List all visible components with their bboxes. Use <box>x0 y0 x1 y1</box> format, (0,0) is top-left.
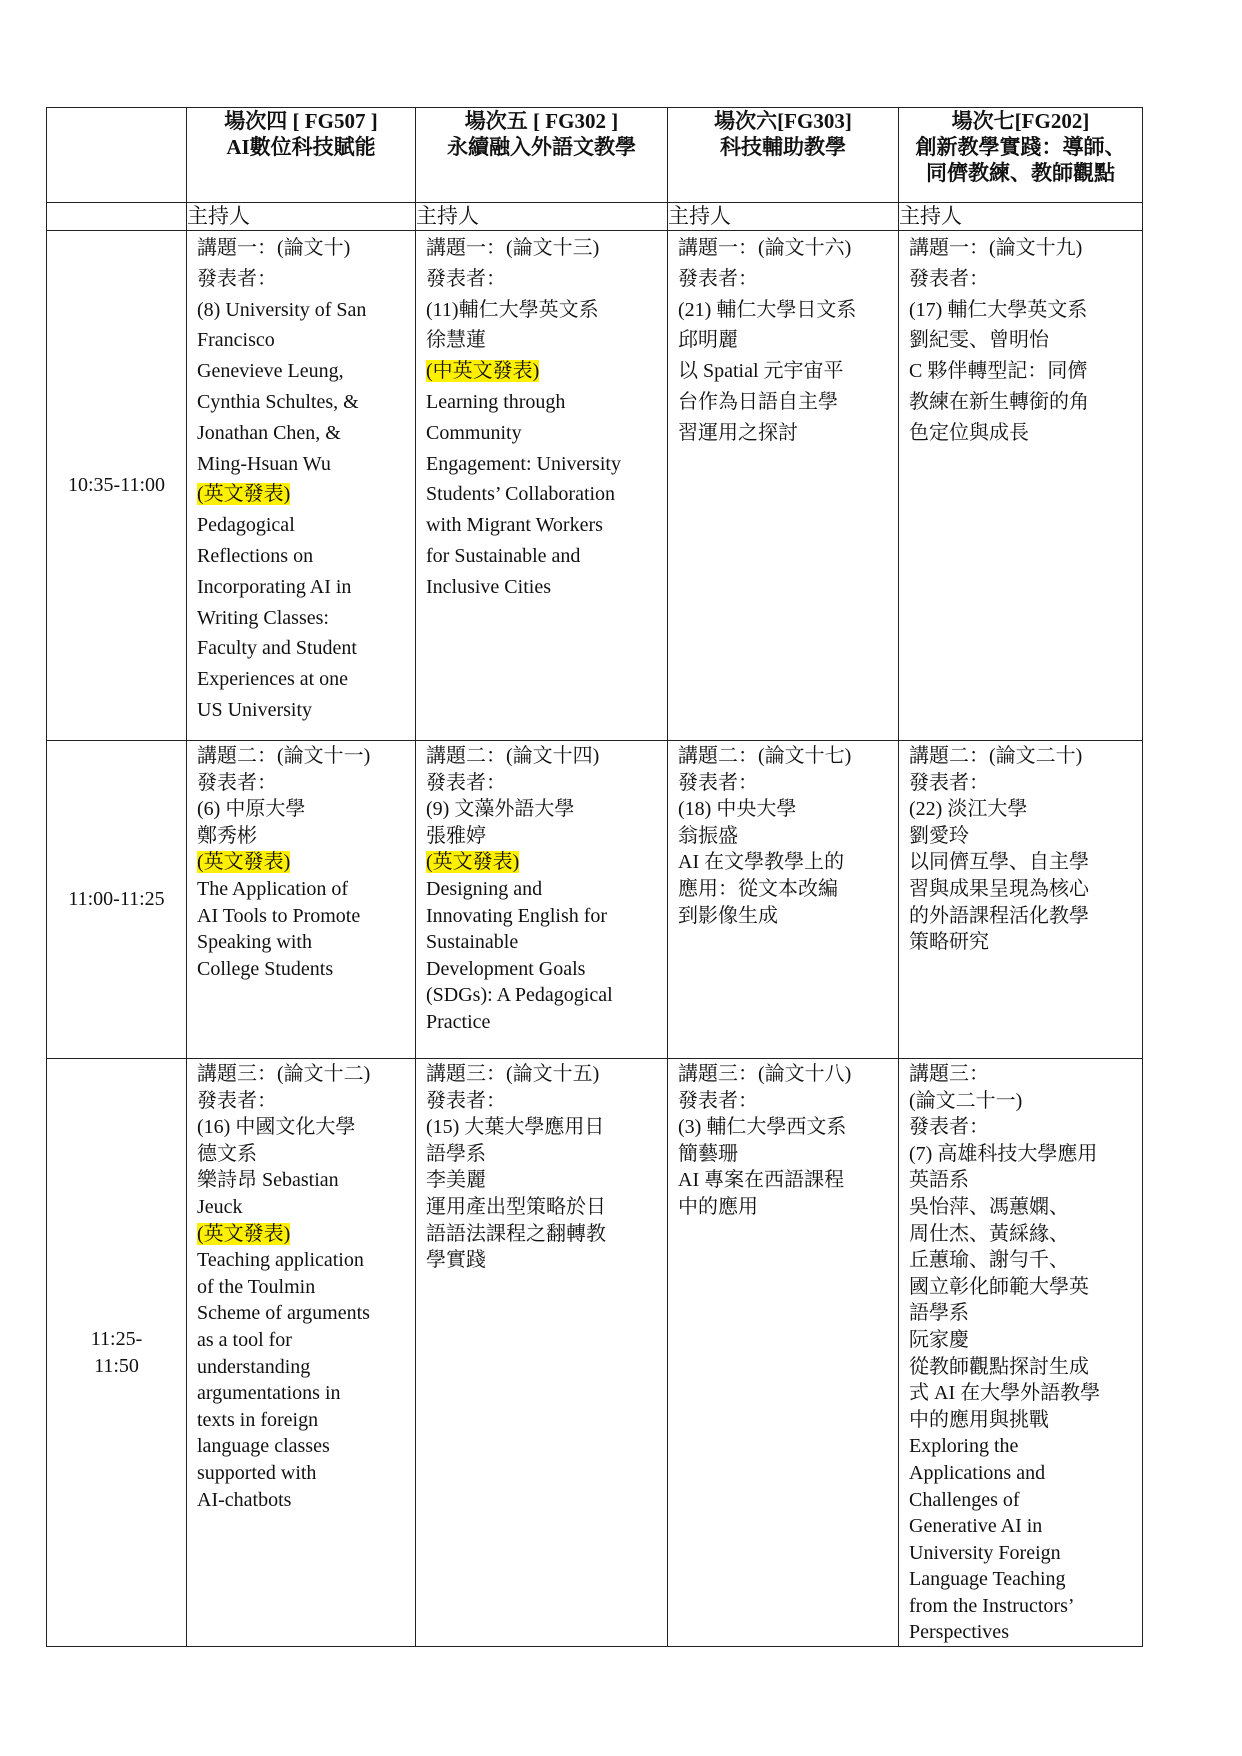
presentation-line: Designing and <box>426 877 543 900</box>
time-text: 11:25- <box>90 1327 143 1350</box>
presentation-line: (22) 淡江大學 <box>909 798 1028 821</box>
presentation-line: 習運用之探討 <box>678 421 798 444</box>
presentation-line: C 夥伴轉型記：同儕 <box>909 360 1088 383</box>
language-highlight: (英文發表) <box>426 851 520 874</box>
presenter-label: 發表者： <box>678 1089 758 1112</box>
presentation-line: (7) 高雄科技大學應用 <box>909 1142 1098 1165</box>
topic-label: 講題三：(論文十二) <box>197 1063 371 1085</box>
presentation-line: Sustainable <box>426 931 519 954</box>
presentation-line: Scheme of arguments <box>197 1302 370 1325</box>
presentation-line: 習與成果呈現為核心 <box>909 877 1089 900</box>
presentation-line: of the Toulmin <box>197 1275 316 1298</box>
topic-label: 講題一：(論文十) <box>197 237 351 259</box>
session-code: 場次四 [ FG507 ] <box>224 109 378 133</box>
time-text: 11:00-11:25 <box>68 888 165 911</box>
time-slot <box>47 1059 187 1647</box>
presentation-line: 語學系 <box>426 1142 486 1165</box>
session-header <box>187 108 416 203</box>
presentation-line: Writing Classes: <box>197 606 329 629</box>
topic-label: 講題二：(論文二十) <box>909 745 1083 767</box>
presentation-line: 中的應用與挑戰 <box>909 1408 1049 1431</box>
presentation-line: 的外語課程活化教學 <box>909 904 1089 927</box>
presentation-line: 運用產出型策略於日 <box>426 1195 606 1218</box>
presentation-line: supported with <box>197 1461 317 1484</box>
presentation-line: (15) 大葉大學應用日 <box>426 1116 605 1139</box>
presentation-line: Jeuck <box>197 1195 243 1218</box>
presentation-line: 吳怡萍、馮蕙嫻、 <box>909 1195 1069 1218</box>
presentation-line: Reflections on <box>197 544 314 567</box>
topic-label: 講題三： <box>909 1063 989 1085</box>
host-label: 主持人 <box>416 203 668 231</box>
presentation-line: (6) 中原大學 <box>197 798 306 821</box>
presentation-line: Teaching application <box>197 1249 364 1272</box>
session-header <box>899 108 1143 203</box>
presentation-line: Inclusive Cities <box>426 575 551 598</box>
time-slot-row <box>47 741 1143 1059</box>
presentation-line: as a tool for <box>197 1328 292 1351</box>
time-slot-row <box>47 231 1143 741</box>
presentation-cell <box>416 231 668 741</box>
presentation-line: Speaking with <box>197 931 312 954</box>
presentation-cell <box>899 231 1143 741</box>
time-slot <box>47 231 187 741</box>
presentation-line: 色定位與成長 <box>909 421 1029 444</box>
presentation-cell <box>899 741 1143 1059</box>
presentation-line: (11)輔仁大學英文系 <box>426 298 599 321</box>
presenter-label: 發表者： <box>909 1116 989 1139</box>
presentation-line: AI Tools to Promote <box>197 904 361 927</box>
language-note <box>197 1221 409 1248</box>
presentation-line: 德文系 <box>197 1142 257 1165</box>
presentation-line: (16) 中國文化大學 <box>197 1116 356 1139</box>
presentation-line: College Students <box>197 957 334 980</box>
presentation-line: 鄭秀彬 <box>197 824 257 847</box>
presentation-line: 台作為日語自主學 <box>678 390 838 413</box>
presentation-line: Students’ Collaboration <box>426 483 616 506</box>
presenter-label: 發表者： <box>909 771 989 794</box>
presentation-line: Community <box>426 421 522 444</box>
presentation-line: The Application of <box>197 877 349 900</box>
presentation-line: for Sustainable and <box>426 544 581 567</box>
presentation-line: Experiences at one <box>197 668 349 691</box>
presentation-line: 教練在新生轉銜的角 <box>909 390 1089 413</box>
presentation-line: Language Teaching <box>909 1568 1066 1591</box>
presentation-line: Ming-Hsuan Wu <box>197 452 331 475</box>
topic-label: 講題一：(論文十六) <box>678 237 852 259</box>
presentation-line: Faculty and Student <box>197 637 357 660</box>
presentation-cell <box>668 231 899 741</box>
time-text: 10:35-11:00 <box>67 474 166 497</box>
presenter-label: 發表者： <box>197 267 277 290</box>
presenter-label: 發表者： <box>678 267 758 290</box>
language-note <box>426 849 661 876</box>
host-row <box>47 203 1143 231</box>
topic-label: 講題二：(論文十七) <box>678 745 852 767</box>
presentation-line: Engagement: University <box>426 452 621 475</box>
presentation-line: (21) 輔仁大學日文系 <box>678 298 857 321</box>
presentation-line: Jonathan Chen, & <box>197 421 341 444</box>
presentation-line: (SDGs): A Pedagogical <box>426 984 613 1007</box>
presenter-label: 發表者： <box>426 771 506 794</box>
presentation-line: 簡藝珊 <box>678 1142 738 1165</box>
presentation-line: 語學系 <box>909 1302 969 1325</box>
topic-label: 講題三：(論文十八) <box>678 1063 852 1085</box>
presentation-line: Generative AI in <box>909 1515 1043 1538</box>
presentation-line: 丘蕙瑜、謝勻千、 <box>909 1249 1069 1272</box>
language-highlight: (英文發表) <box>197 851 291 874</box>
corner-cell <box>47 108 187 203</box>
presentation-line: 邱明麗 <box>678 329 738 352</box>
host-label: 主持人 <box>668 203 899 231</box>
presenter-label: 發表者： <box>197 771 277 794</box>
session-title: 同儕教練、教師觀點 <box>926 161 1115 185</box>
language-highlight: (英文發表) <box>197 1222 291 1245</box>
presentation-line: 劉紀雯、曾明怡 <box>909 329 1049 352</box>
presenter-label: 發表者： <box>426 1089 506 1112</box>
presentation-cell <box>416 741 668 1059</box>
session-header <box>416 108 668 203</box>
language-highlight: (英文發表) <box>197 483 291 506</box>
presentation-line: (論文二十一) <box>909 1089 1023 1112</box>
session-title: 永續融入外語文教學 <box>447 135 636 159</box>
presentation-line: Cynthia Schultes, & <box>197 390 359 413</box>
session-title: AI數位科技賦能 <box>226 135 376 159</box>
host-corner <box>47 203 187 231</box>
presentation-line: 阮家慶 <box>909 1328 969 1351</box>
presentation-line: (18) 中央大學 <box>678 798 797 821</box>
presentation-line: (3) 輔仁大學西文系 <box>678 1116 847 1139</box>
topic-label: 講題一：(論文十三) <box>426 237 600 259</box>
presentation-line: from the Instructors’ <box>909 1594 1075 1617</box>
presentation-line: Genevieve Leung, <box>197 360 344 383</box>
presentation-line: understanding <box>197 1355 311 1378</box>
presentation-line: 國立彰化師範大學英 <box>909 1275 1089 1298</box>
presentation-line: language classes <box>197 1435 330 1458</box>
session-code: 場次六[FG303] <box>714 109 852 133</box>
presentation-cell <box>416 1059 668 1647</box>
presentation-line: Applications and <box>909 1461 1046 1484</box>
presentation-line: 從教師觀點探討生成 <box>909 1355 1089 1378</box>
presenter-label: 發表者： <box>197 1089 277 1112</box>
presentation-line: 劉愛玲 <box>909 824 969 847</box>
presentation-line: Learning through <box>426 390 566 413</box>
presentation-line: 翁振盛 <box>678 824 738 847</box>
presentation-line: 以同儕互學、自主學 <box>909 851 1089 874</box>
topic-label: 講題二：(論文十一) <box>197 745 371 767</box>
presentation-line: (17) 輔仁大學英文系 <box>909 298 1088 321</box>
session-header <box>668 108 899 203</box>
presentation-line: 中的應用 <box>678 1195 758 1218</box>
presentation-line: University Foreign <box>909 1541 1061 1564</box>
presenter-label: 發表者： <box>678 771 758 794</box>
presentation-line: (9) 文藻外語大學 <box>426 798 575 821</box>
session-title: 創新教學實踐：導師、 <box>915 135 1126 159</box>
topic-label: 講題一：(論文十九) <box>909 237 1083 259</box>
header-row <box>47 108 1143 203</box>
topic-label: 講題二：(論文十四) <box>426 745 600 767</box>
presentation-cell <box>187 231 416 741</box>
schedule-table <box>46 107 1143 1647</box>
presentation-line: 式 AI 在大學外語教學 <box>909 1382 1101 1405</box>
presentation-line: 李美麗 <box>426 1169 486 1192</box>
presentation-line: Practice <box>426 1010 491 1033</box>
presentation-line: Pedagogical <box>197 514 295 537</box>
presentation-line: Development Goals <box>426 957 586 980</box>
time-slot <box>47 741 187 1059</box>
presentation-line: Incorporating AI in <box>197 575 352 598</box>
language-highlight: (中英文發表) <box>426 360 540 383</box>
presentation-line: Challenges of <box>909 1488 1020 1511</box>
presentation-line: 徐慧蓮 <box>426 329 486 352</box>
presentation-line: 應用：從文本改編 <box>678 877 838 900</box>
presenter-label: 發表者： <box>909 267 989 290</box>
presentation-line: US University <box>197 698 312 721</box>
presentation-line: 到影像生成 <box>678 904 778 927</box>
session-title: 科技輔助教學 <box>720 135 846 159</box>
presentation-line: argumentations in <box>197 1382 341 1405</box>
presentation-line: with Migrant Workers <box>426 514 603 537</box>
session-code: 場次五 [ FG302 ] <box>464 109 619 133</box>
presentation-cell <box>668 1059 899 1647</box>
presentation-cell <box>899 1059 1143 1647</box>
presentation-line: texts in foreign <box>197 1408 319 1431</box>
presentation-line: Exploring the <box>909 1435 1019 1458</box>
presentation-cell <box>187 741 416 1059</box>
presentation-line: Francisco <box>197 329 275 352</box>
presentation-line: 張雅婷 <box>426 824 486 847</box>
presentation-cell <box>187 1059 416 1647</box>
language-note <box>426 356 661 387</box>
presentation-line: AI-chatbots <box>197 1488 292 1511</box>
time-text: 11:50 <box>94 1354 139 1377</box>
presentation-line: 策略研究 <box>909 931 989 954</box>
presentation-cell <box>668 741 899 1059</box>
session-code: 場次七[FG202] <box>951 109 1090 133</box>
host-label: 主持人 <box>899 203 1143 231</box>
topic-label: 講題三：(論文十五) <box>426 1063 600 1085</box>
presentation-line: 周仕杰、黃綵緣、 <box>909 1222 1069 1245</box>
presentation-line: AI 專案在西語課程 <box>678 1169 845 1192</box>
presentation-line: AI 在文學教學上的 <box>678 851 845 874</box>
presentation-line: (8) University of San <box>197 298 367 321</box>
presenter-label: 發表者： <box>426 267 506 290</box>
language-note <box>197 479 409 510</box>
time-slot-row <box>47 1059 1143 1647</box>
presentation-line: 語語法課程之翻轉教 <box>426 1222 606 1245</box>
presentation-line: Perspectives <box>909 1621 1009 1644</box>
host-label: 主持人 <box>187 203 416 231</box>
presentation-line: 學實踐 <box>426 1249 486 1272</box>
presentation-line: 以 Spatial 元宇宙平 <box>678 360 844 383</box>
presentation-line: 英語系 <box>909 1169 969 1192</box>
presentation-line: Innovating English for <box>426 904 608 927</box>
language-note <box>197 849 409 876</box>
presentation-line: 樂詩昂 Sebastian <box>197 1169 339 1192</box>
